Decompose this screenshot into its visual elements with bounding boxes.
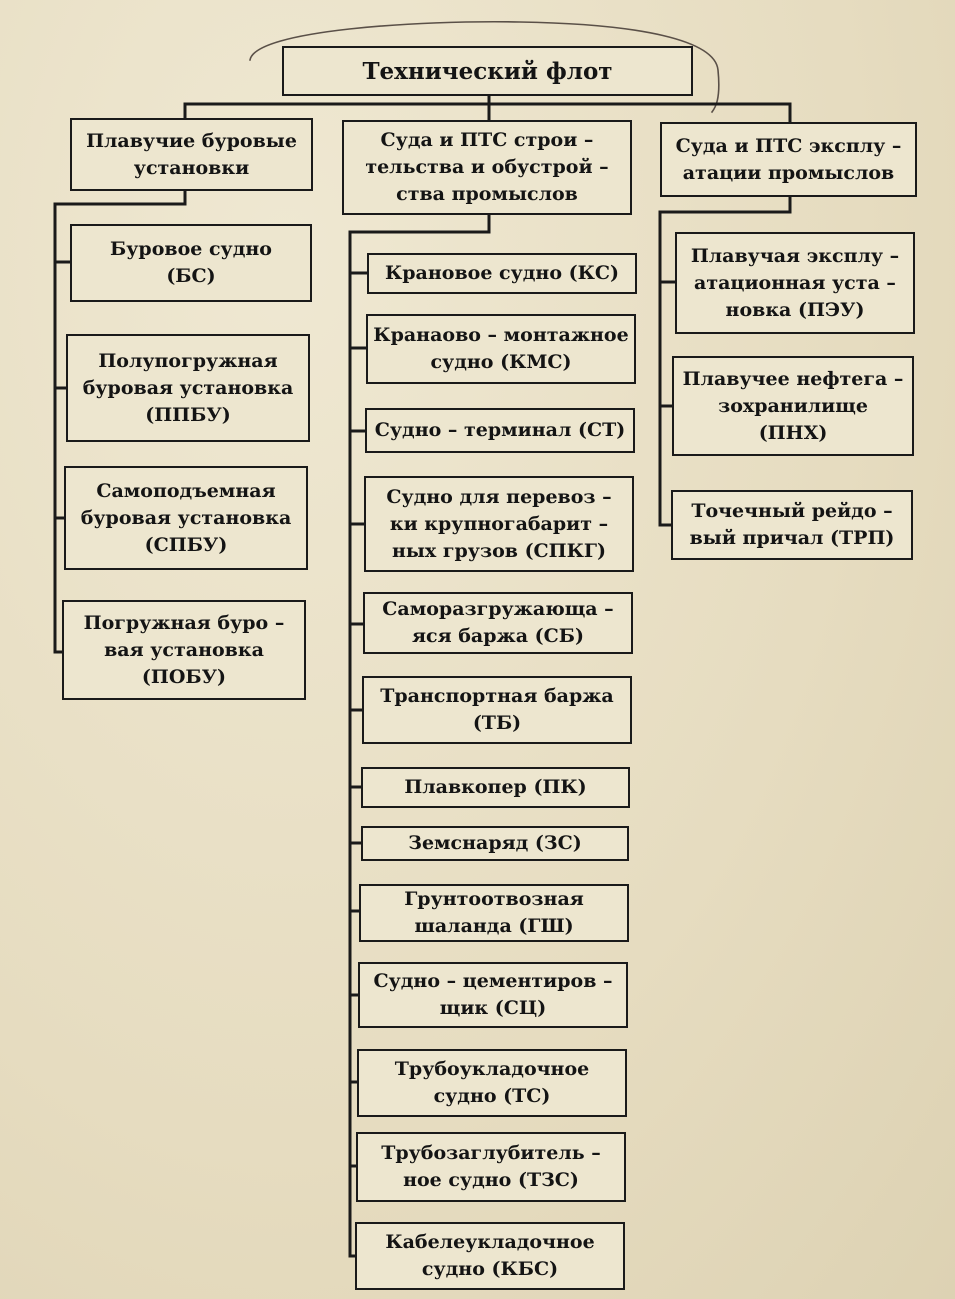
node-jackup-rig: Самоподъемная буровая установка (СПБУ)	[64, 466, 308, 570]
node-crane-vessel: Крановое судно (КС)	[367, 253, 637, 294]
node-dredger: Земснаряд (ЗС)	[361, 826, 629, 861]
group-operation-vessels: Суда и ПТС эксплу – атации промыслов	[660, 122, 917, 197]
node-crane-assembly-vessel: Кранаово – монтажное судно (КМС)	[366, 314, 636, 384]
node-pipelaying-vessel: Трубоукладочное судно (ТС)	[357, 1049, 627, 1117]
node-pipe-trenching-vessel: Трубозаглубитель – ное судно (ТЗС)	[356, 1132, 626, 1202]
group-construction-vessels: Суда и ПТС строи – тельства и обустрой – ства промыслов	[342, 120, 632, 215]
root-node: Технический флот	[282, 46, 693, 96]
node-self-unloading-barge: Саморазгружающа – яся баржа (СБ)	[363, 592, 633, 654]
node-hopper-barge: Грунтоотвозная шаланда (ГШ)	[359, 884, 629, 942]
node-cable-laying-vessel: Кабелеукладочное судно (КБС)	[355, 1222, 625, 1290]
node-floating-storage: Плавучее нефтега – зохранилище (ПНХ)	[672, 356, 914, 456]
node-single-point-mooring: Точечный рейдо – вый причал (ТРП)	[671, 490, 913, 560]
node-terminal-vessel: Судно – терминал (СТ)	[365, 408, 635, 453]
node-drilling-ship: Буровое судно (БС)	[70, 224, 312, 302]
node-transport-barge: Транспортная баржа (ТБ)	[362, 676, 632, 744]
node-floating-production-unit: Плавучая эксплу – атационная уста – новка (ПЭУ)	[675, 232, 915, 334]
node-semi-submersible-rig: Полупогружная буровая установка (ППБУ)	[66, 334, 310, 442]
group-drilling-rigs: Плавучие буровые установки	[70, 118, 313, 191]
node-pile-driver: Плавкопер (ПК)	[361, 767, 630, 808]
node-submersible-rig: Погружная буро – вая установка (ПОБУ)	[62, 600, 306, 700]
node-cementing-vessel: Судно – цементиров – щик (СЦ)	[358, 962, 628, 1028]
node-heavy-cargo-vessel: Судно для перевоз – ки крупногабарит – ных грузов (СПКГ)	[364, 476, 634, 572]
